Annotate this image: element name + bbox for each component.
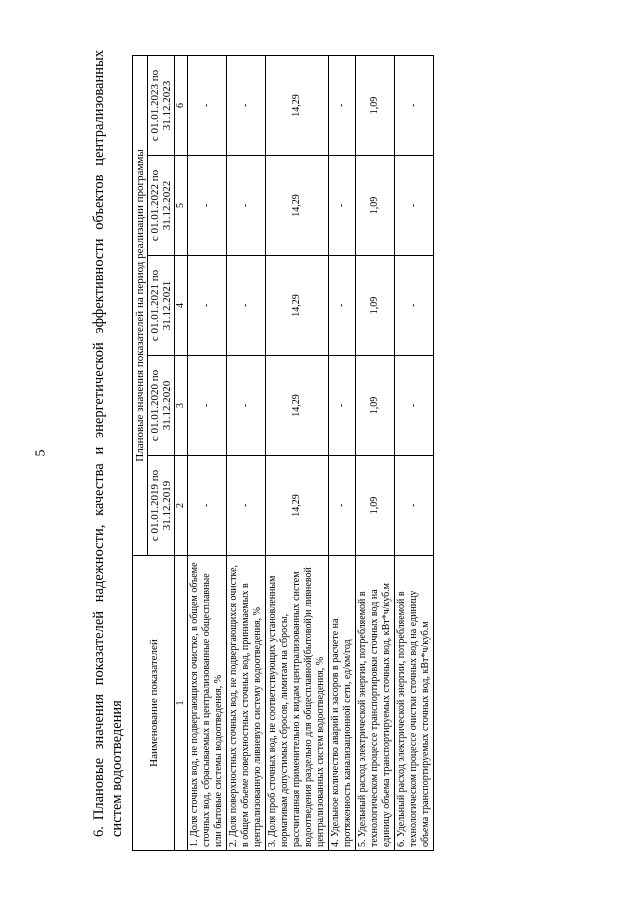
column-index-row bbox=[175, 55, 188, 850]
value-cell: - bbox=[227, 456, 266, 556]
value-cell: 14,29 bbox=[266, 456, 329, 556]
value-cell: - bbox=[395, 256, 434, 356]
indicator-name: 5. Удельный расход электрической энергии, потребляемой в технологическом процессе транспортировки сточных вод на единицу объема транспортируемых сточных вод, кВт*ч/куб.м bbox=[356, 556, 395, 851]
table-row bbox=[356, 55, 395, 850]
value-cell: - bbox=[395, 156, 434, 256]
section-title bbox=[90, 50, 126, 837]
rotated-content bbox=[90, 50, 635, 851]
index-cell: 3 bbox=[175, 356, 188, 456]
index-cell: 4 bbox=[175, 256, 188, 356]
value-cell: 14,29 bbox=[266, 55, 329, 155]
header-name: Наименование показателей bbox=[133, 556, 175, 851]
index-cell: 6 bbox=[175, 55, 188, 155]
value-cell: - bbox=[329, 256, 356, 356]
period-5: с 01.01.2023 по 31.12.2023 bbox=[148, 55, 175, 155]
value-cell: - bbox=[188, 256, 227, 356]
period-2: с 01.01.2020 по 31.12.2020 bbox=[148, 356, 175, 456]
table-row bbox=[227, 55, 266, 850]
table-row bbox=[395, 55, 434, 850]
section-title-text: Плановые значения показателей надежности, качества и энергетической эффективности объектов централизованных систем водоотведения bbox=[91, 50, 125, 837]
value-cell: 1,09 bbox=[356, 356, 395, 456]
table-row bbox=[188, 55, 227, 850]
indicator-name: 1. Доля сточных вод, не подвергающихся очистке, в общем объеме сточных вод, сбрасываемых в централизованные общесплавные или бытовые системы водоотведения, % bbox=[188, 556, 227, 851]
value-cell: - bbox=[188, 156, 227, 256]
period-4: с 01.01.2022 по 31.12.2022 bbox=[148, 156, 175, 256]
value-cell: - bbox=[329, 456, 356, 556]
period-1: с 01.01.2019 по 31.12.2019 bbox=[148, 456, 175, 556]
period-3: с 01.01.2021 по 31.12.2021 bbox=[148, 256, 175, 356]
value-cell: 1,09 bbox=[356, 156, 395, 256]
value-cell: - bbox=[329, 156, 356, 256]
value-cell: - bbox=[329, 356, 356, 456]
index-cell: 2 bbox=[175, 456, 188, 556]
index-cell: 5 bbox=[175, 156, 188, 256]
value-cell: - bbox=[188, 55, 227, 155]
value-cell: - bbox=[227, 55, 266, 155]
page-number: 5 bbox=[33, 449, 49, 457]
value-cell: 14,29 bbox=[266, 156, 329, 256]
value-cell: 1,09 bbox=[356, 55, 395, 155]
value-cell: - bbox=[227, 256, 266, 356]
header-plan: Плановые значения показателей на период реализации программы bbox=[133, 55, 148, 555]
value-cell: - bbox=[188, 456, 227, 556]
value-cell: 14,29 bbox=[266, 356, 329, 456]
value-cell: - bbox=[395, 456, 434, 556]
value-cell: - bbox=[395, 55, 434, 155]
section-number: 6. bbox=[91, 826, 107, 837]
indicator-name: 6. Удельный расход электрической энергии, потребляемой в технологическом процессе очистки сточных вод на единицу объема транспортируемых сточных вод, кВт*ч/куб.м bbox=[395, 556, 434, 851]
value-cell: - bbox=[395, 356, 434, 456]
table-row bbox=[266, 55, 329, 850]
value-cell: 1,09 bbox=[356, 256, 395, 356]
value-cell: - bbox=[227, 356, 266, 456]
value-cell: - bbox=[329, 55, 356, 155]
table-row bbox=[329, 55, 356, 850]
indicator-name: 4. Удельное количество аварий и засоров в расчете на протяженность канализационной сети, ед/км/год bbox=[329, 556, 356, 851]
index-cell: 1 bbox=[175, 556, 188, 851]
value-cell: 14,29 bbox=[266, 256, 329, 356]
value-cell: 1,09 bbox=[356, 456, 395, 556]
value-cell: - bbox=[227, 156, 266, 256]
value-cell: - bbox=[188, 356, 227, 456]
indicators-table bbox=[132, 55, 434, 851]
indicator-name: 3. Доля проб сточных вод, не соответствующих установленным нормативам допустимых сбросов, лимитам на сбросы, рассчитанная применительно к видам централизованных систем водоотведения раздельно для общесплавной(бытовой)и ливневой централизованных систем водоотведения, % bbox=[266, 556, 329, 851]
indicator-name: 2. Доля поверхностных сточных вод, не подвергающихся очистке, в общем объеме поверхностных сточных вод, принимаемых в централизованную ливневую систему водоотведения, % bbox=[227, 556, 266, 851]
